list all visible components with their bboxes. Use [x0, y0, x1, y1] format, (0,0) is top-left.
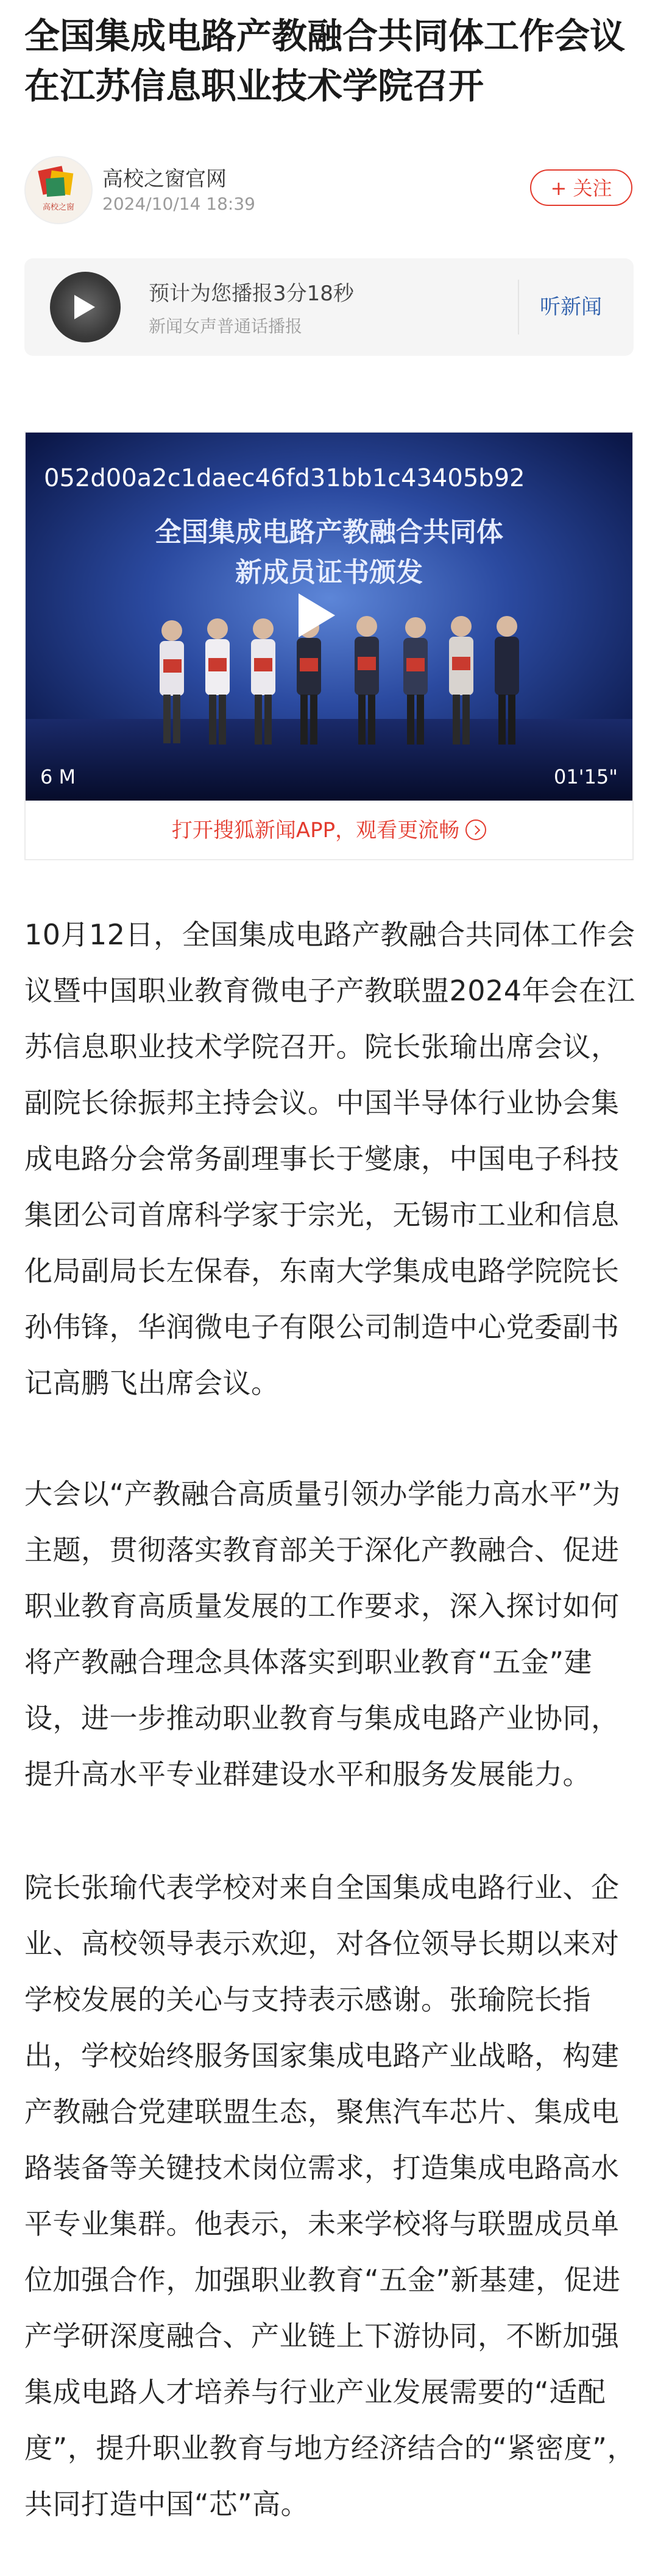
follow-button[interactable]: + 关注: [530, 169, 632, 206]
author-avatar[interactable]: [24, 156, 93, 224]
open-app-link[interactable]: [26, 802, 632, 859]
body-paragraph-1: 10月12日，全国集成电路产教融合共同体工作会议暨中国职业教育微电子产教联盟2024年会在江苏信息职业技术学院召开。院长张瑜出席会议，副院长徐振邦主持会议。中国半导体行业协会集成电路分会常务副理事长于燮康，中国电子科技集团公司首席科学家于宗光，无锡市工业和信息化局副局长左保春，东南大学集成电路学院院长孙伟锋，华润微电子有限公司制造中心党委副书记高鹏飞出席会议。: [24, 918, 635, 1399]
listen-news-bar[interactable]: [24, 258, 634, 356]
open-app-label: 打开搜狐新闻APP，观看更流畅: [171, 818, 460, 843]
screen-headline-line1: 全国集成电路产教融合共同体: [155, 517, 503, 548]
body-paragraph-2: 大会以“产教融合高质量引领办学能力高水平”为主题，贯彻落实教育部关于深化产教融合、促进职业教育高质量发展的工作要求，深入探讨如何将产教融合理念具体落实到职业教育“五金”建设，进一步推动职业教育与集成电路产业协同，提升高水平专业群建设水平和服务发展能力。: [24, 1477, 621, 1791]
listen-voice: 新闻女声普通话播报: [149, 316, 303, 336]
author-name[interactable]: 高校之窗官网: [102, 167, 227, 191]
screen-headline-line2: 新成员证书颁发: [235, 557, 423, 588]
school-window-logo-icon: [26, 157, 91, 223]
body-paragraph-3: 院长张瑜代表学校对来自全国集成电路行业、企业、高校领导表示欢迎，对各位领导长期以来对学校发展的关心与支持表示感谢。张瑜院长指出，学校始终服务国家集成电路产业战略，构建产教融合党建联盟生态，聚焦汽车芯片、集成电路装备等关键技术岗位需求，打造集成电路高水平专业集群。他表示，未来学校将与联盟成员单位加强合作，加强职业教育“五金”新基建，促进产学研深度融合、产业链上下游协同，不断加强集成电路人才培养与行业产业发展需要的“适配度”，提升职业教育与地方经济结合的“紧密度”，共同打造中国“芯”高。: [24, 1871, 635, 2521]
chevron-right-circle-icon: [465, 819, 486, 840]
svg-text:高校之窗: 高校之窗: [42, 203, 75, 212]
video-duration: 01'15": [554, 765, 618, 788]
video-player[interactable]: [26, 433, 632, 801]
listen-news-button[interactable]: 听新闻: [518, 280, 623, 334]
video-size: 6 M: [40, 765, 76, 788]
listen-estimate: 预计为您播报3分18秒: [149, 281, 354, 306]
article-title: 全国集成电路产教融合共同体工作会议在江苏信息职业技术学院召开: [24, 15, 626, 107]
video-card: [24, 431, 634, 860]
audio-play-button[interactable]: [50, 272, 121, 342]
video-id-overlay: 052d00a2c1daec46fd31bb1c43405b92: [44, 464, 525, 492]
video-play-icon[interactable]: [299, 593, 335, 637]
author-bar: [24, 156, 634, 224]
play-icon: [74, 295, 95, 319]
publish-time: 2024/10/14 18:39: [102, 194, 255, 214]
